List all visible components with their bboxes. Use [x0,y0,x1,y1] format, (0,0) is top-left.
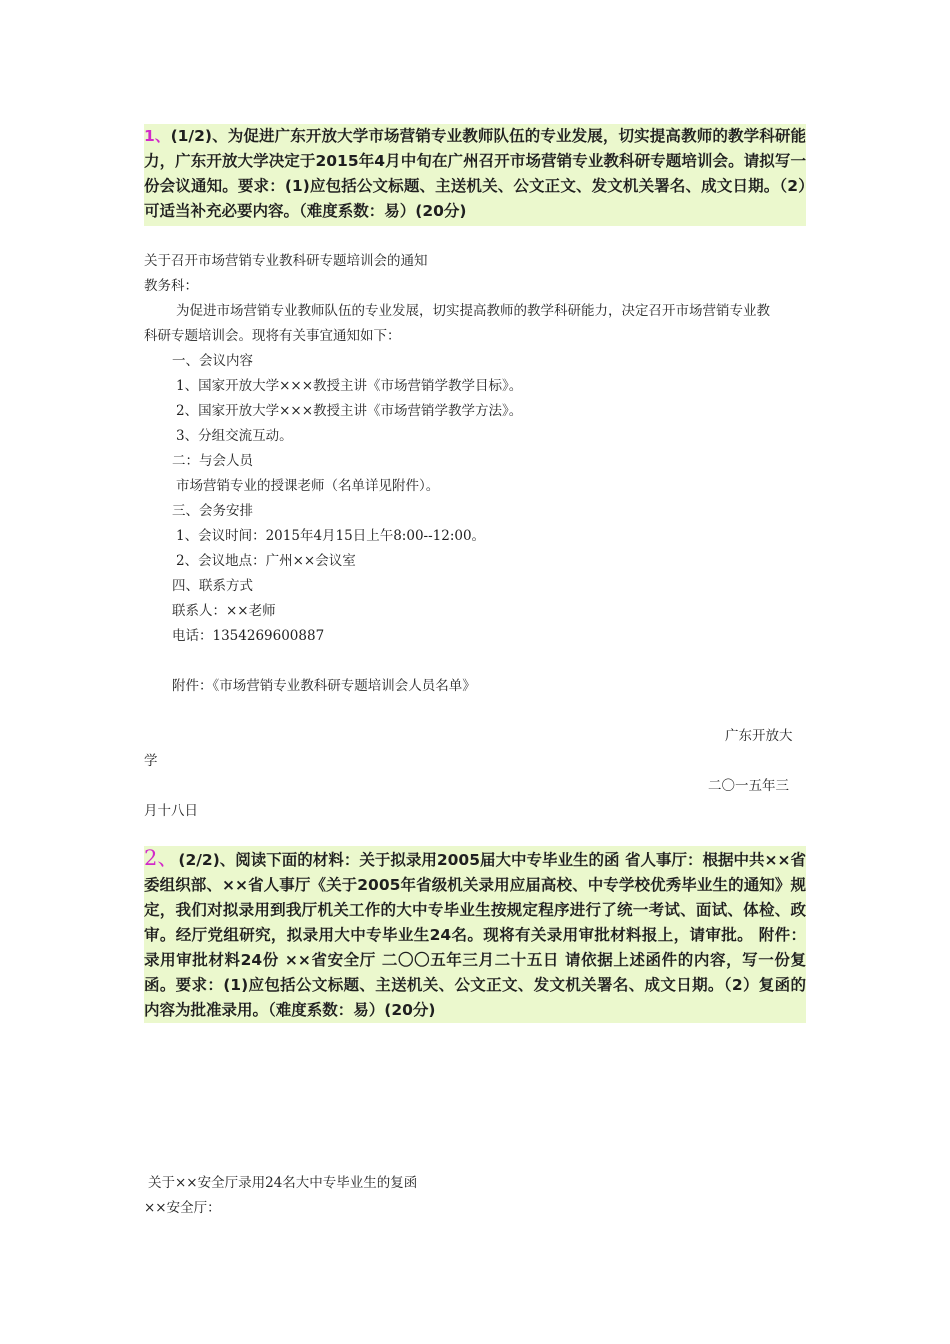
section-item: 1、国家开放大学×××教授主讲《市场营销学教学目标》。 [176,378,523,394]
date-line1: 二〇一五年三 [708,778,789,794]
section-item: 2、会议地点：广州××会议室 [176,553,356,569]
reply-title: 关于××安全厅录用24名大中专毕业生的复函 [148,1175,418,1191]
question-number: 1、 [144,127,171,145]
contact-phone: 电话：1354269600887 [172,628,325,644]
notice-title: 关于召开市场营销专业教科研专题培训会的通知 [144,253,428,269]
signature-line1: 广东开放大 [725,728,793,744]
notice-intro-line1: 为促进市场营销专业教师队伍的专业发展，切实提高教师的教学科研能力，决定召开市场营销专业教 [176,303,770,319]
question-text: (1/2)、为促进广东开放大学市场营销专业教师队伍的专业发展，切实提高教师的教学科研能力，广东开放大学决定于2015年4月中旬在广州召开市场营销专业教科研专题培训会。请拟写一份会议通知。要求：(1)应包括公文标题、主送机关、公文正文、发文机关署名、成文日期。（2）可适当补充必要内容。（难度系数：易）(20分) [144,127,806,220]
contact-person: 联系人：××老师 [172,603,276,619]
section-heading: 四、联系方式 [172,578,253,594]
notice-recipient: 教务科： [144,278,198,294]
question-1 [144,124,806,226]
date-line2: 月十八日 [144,803,198,819]
section-item: 2、国家开放大学×××教授主讲《市场营销学教学方法》。 [176,403,523,419]
signature-line2: 学 [144,753,158,769]
notice-intro-line2: 科研专题培训会。现将有关事宜通知如下： [144,328,401,344]
reply-recipient: ××安全厅： [144,1200,221,1216]
section-heading: 三、会务安排 [172,503,253,519]
attachment-note: 附件：《市场营销专业教科研专题培训会人员名单》 [172,678,476,694]
section-heading: 一、会议内容 [172,353,253,369]
section-item: 3、分组交流互动。 [176,428,293,444]
question-2 [144,846,806,1023]
question-number: 2、 [144,846,179,870]
section-heading: 二：与会人员 [172,453,253,469]
section-item: 1、会议时间：2015年4月15日上午8:00--12:00。 [176,528,486,544]
question-text: (2/2)、阅读下面的材料：关于拟录用2005届大中专毕业生的函 省人事厅：根据中共××省委组织部、××省人事厅《关于2005年省级机关录用应届高校、中专学校优秀毕业生的通知》规定，我们对拟录用到我厅机关工作的大中专毕业生按规定程序进行了统一考试、面试、体检、政审。经厅党组研究，拟录用大中专毕业生24名。现将有关录用审批材料报上，请审批。 附件：录用审批材料24份 ××省安全厅 二〇〇五年三月二十五日 请依据上述函件的内容，写一份复函。要求：(1)应包括公文标题、主送机关、公文正文、发文机关署名、成文日期。（2）复函的内容为批准录用。（难度系数：易）(20分) [144,851,806,1019]
section-item: 市场营销专业的授课老师（名单详见附件）。 [176,478,440,494]
